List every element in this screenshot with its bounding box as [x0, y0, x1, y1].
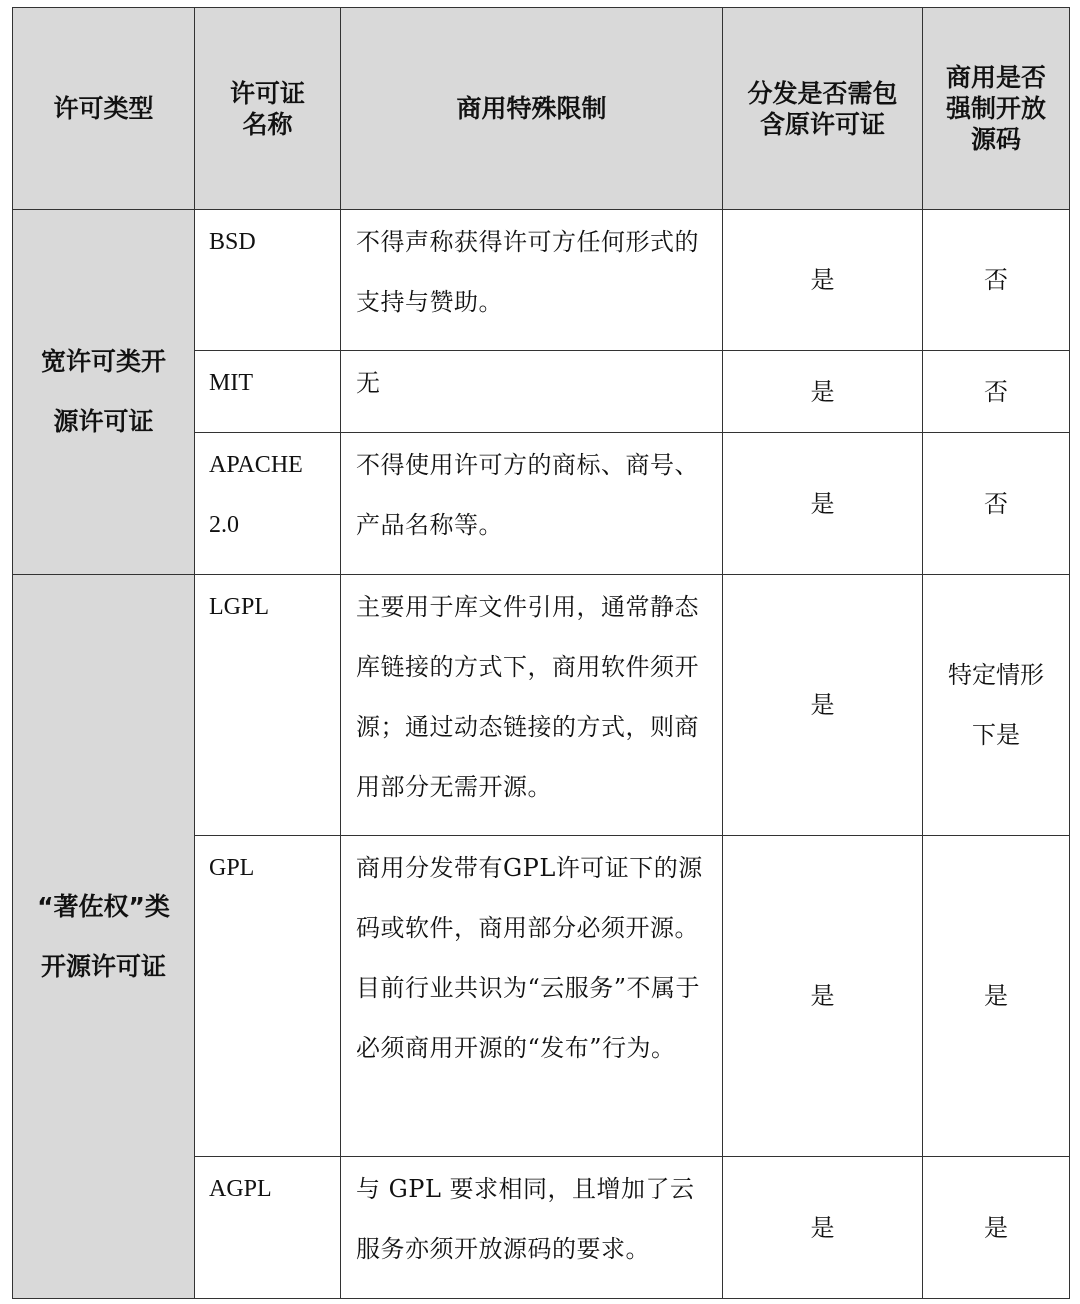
license-name: AGPL: [195, 1157, 341, 1299]
force-open-value: 否: [923, 351, 1070, 433]
include-license-value: 是: [723, 433, 923, 575]
license-name: MIT: [195, 351, 341, 433]
header-row: [13, 8, 1070, 210]
header-license-name: 许可证名称: [195, 8, 341, 210]
license-name: LGPL: [195, 575, 341, 836]
force-open-value: 特定情形下是: [923, 575, 1070, 836]
license-restriction: 商用分发带有GPL许可证下的源码或软件，商用部分必须开源。目前行业共识为“云服务”不属于必须商用开源的“发布”行为。: [341, 836, 723, 1157]
category-permissive: 宽许可类开源许可证: [13, 210, 195, 575]
license-name: BSD: [195, 210, 341, 351]
license-name: APACHE 2.0: [195, 433, 341, 575]
include-license-value: 是: [723, 836, 923, 1157]
license-restriction: 主要用于库文件引用，通常静态库链接的方式下，商用软件须开源；通过动态链接的方式，则商用部分无需开源。: [341, 575, 723, 836]
license-name: GPL: [195, 836, 341, 1157]
license-restriction: 不得声称获得许可方任何形式的支持与赞助。: [341, 210, 723, 351]
force-open-value: 否: [923, 433, 1070, 575]
table-row: [13, 575, 1070, 836]
header-include-license: 分发是否需包含原许可证: [723, 8, 923, 210]
force-open-value: 是: [923, 836, 1070, 1157]
header-commercial-restriction: 商用特殊限制: [341, 8, 723, 210]
include-license-value: 是: [723, 351, 923, 433]
license-restriction: 无: [341, 351, 723, 433]
include-license-value: 是: [723, 210, 923, 351]
include-license-value: 是: [723, 1157, 923, 1299]
license-restriction: 与 GPL 要求相同，且增加了云服务亦须开放源码的要求。: [341, 1157, 723, 1299]
license-restriction: 不得使用许可方的商标、商号、产品名称等。: [341, 433, 723, 575]
table-row: [13, 210, 1070, 351]
category-copyleft: “著佐权”类开源许可证: [13, 575, 195, 1299]
header-force-open-source: 商用是否强制开放源码: [923, 8, 1070, 210]
license-comparison-table: [12, 7, 1070, 1299]
force-open-value: 是: [923, 1157, 1070, 1299]
force-open-value: 否: [923, 210, 1070, 351]
include-license-value: 是: [723, 575, 923, 836]
header-license-type: 许可类型: [13, 8, 195, 210]
